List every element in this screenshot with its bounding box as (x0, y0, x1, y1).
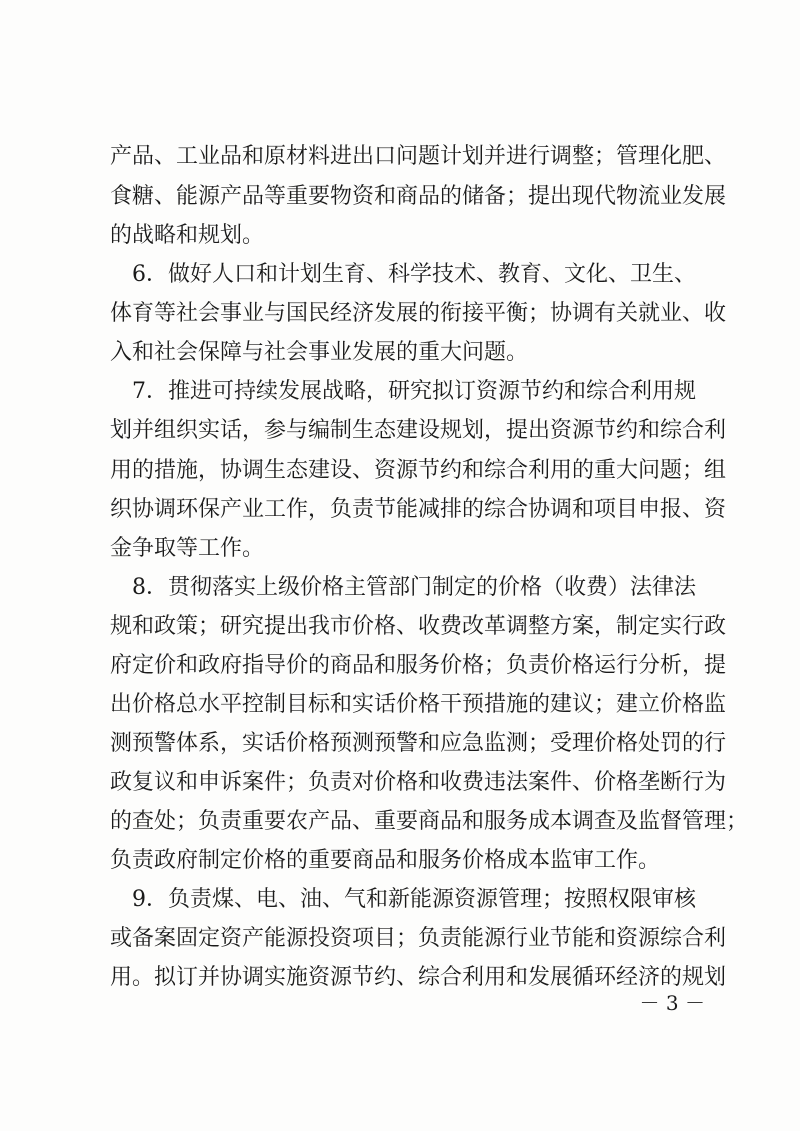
text-line: 规和政策；研究提出我市价格、收费改革调整方案，制定实行政 (110, 614, 727, 639)
text-line: 体育等社会事业与国民经济发展的衔接平衡；协调有关就业、收 (110, 301, 727, 326)
text-line: 测预警体系，实话价格预测预警和应急监测；受理价格处罚的行 (110, 731, 727, 756)
text-line: 金争取等工作。 (110, 536, 265, 561)
text-line: 府定价和政府指导价的商品和服务价格；负责价格运行分析，提 (110, 653, 727, 678)
text-line: 政复议和申诉案件；负责对价格和收费违法案件、价格垄断行为 (110, 770, 727, 795)
text-line: 入和社会保障与社会事业发展的重大问题。 (110, 340, 529, 365)
text-line: 8．贯彻落实上级价格主管部门制定的价格（收费）法律法 (110, 575, 696, 600)
text-line: 食糖、能源产品等重要物资和商品的储备；提出现代物流业发展 (110, 184, 727, 209)
text-line: 产品、工业品和原材料进出口问题计划并进行调整；管理化肥、 (110, 144, 727, 169)
text-line: 7．推进可持续发展战略，研究拟订资源节约和综合利用规 (110, 379, 696, 404)
text-line: 或备案固定资产能源投资项目；负责能源行业节能和资源综合利 (110, 926, 727, 951)
text-line: 用的措施，协调生态建设、资源节约和综合利用的重大问题；组 (110, 458, 727, 483)
page-number: － 3 － (639, 991, 705, 1015)
text-line: 出价格总水平控制目标和实话价格干预措施的建议；建立价格监 (110, 692, 727, 717)
text-line: 9．负责煤、电、油、气和新能源资源管理；按照权限审核 (110, 887, 696, 912)
text-line: 用。拟订并协调实施资源节约、综合利用和发展循环经济的规划 (110, 965, 727, 990)
text-line: 6．做好人口和计划生育、科学技术、教育、文化、卫生、 (110, 262, 696, 287)
text-line: 的查处；负责重要农产品、重要商品和服务成本调查及监督管理； (110, 809, 749, 834)
text-line: 划并组织实话，参与编制生态建设规划，提出资源节约和综合利 (110, 418, 727, 443)
text-line: 织协调环保产业工作，负责节能减排的综合协调和项目申报、资 (110, 497, 727, 522)
text-line: 负责政府制定价格的重要商品和服务价格成本监审工作。 (110, 848, 661, 873)
text-line: 的战略和规划。 (110, 223, 265, 248)
